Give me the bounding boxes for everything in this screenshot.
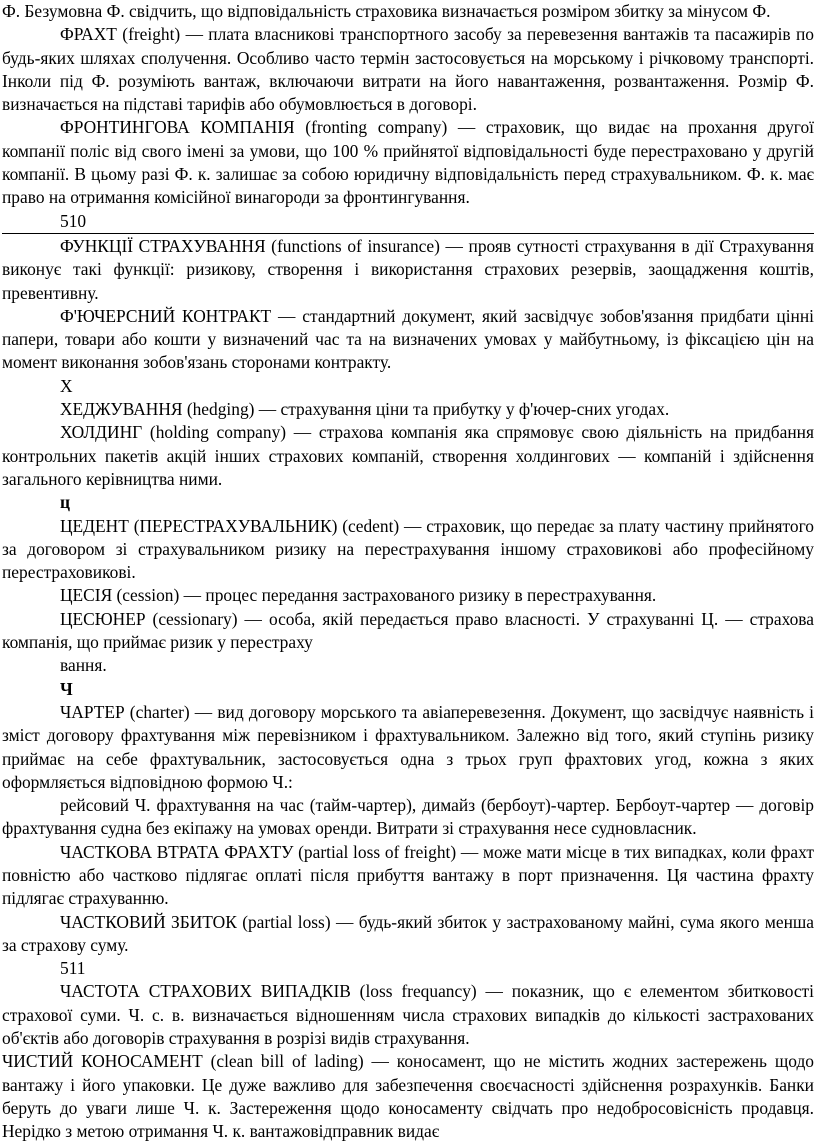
page-number-511: 511 <box>60 958 86 979</box>
entry-partial-loss: ЧАСТКОВИЙ ЗБИТОК (partial loss) — будь-який збиток у застрахованому майні, сума якого менша за страхову суму. <box>2 911 814 955</box>
entry-loss-frequency: ЧАСТОТА СТРАХОВИХ ВИПАДКІВ (loss frequancy) — показник, що є елементом збитковості страхової суми. Ч. с. в. визначається відношенням числа страхових випадків до кількості застрахованих об'єктів або договорів страхування в розрізі видів страхування. <box>2 981 814 1049</box>
page-number-510: 510 <box>60 210 87 231</box>
entry-cession: ЦЕСІЯ (cession) — процес передання застрахованого ризику в перестрахування. <box>60 585 657 606</box>
entry-futures-contract: Ф'ЮЧЕРСНИЙ КОНТРАКТ — стандартний документ, який засвідчує зобов'язання придбати цінні папери, товари або кошти у визначений час та на визначених умовах у майбутньому, із фіксацією цін на момент виконання зобов'язань сторонами контракту. <box>2 305 814 373</box>
entry-cessionary: ЦЕСЮНЕР (cessionary) — особа, якій передається право власності. У страхуванні Ц. — страхова компанія, що приймає ризик у перестраху <box>2 608 814 653</box>
entry-partial-loss-of-freight: ЧАСТКОВА ВТРАТА ФРАХТУ (partial loss of freight) — може мати місце в тих випадках, коли фрахт повністю або частково підлягає оплаті після прибуття вантажу в порт призначення. Ця частина фрахту підлягає страхуванню. <box>2 841 814 909</box>
section-letter-kh: Х <box>60 375 73 396</box>
entry-cedent: ЦЕДЕНТ (ПЕРЕСТРАХУВАЛЬНИК) (cedent) — страховик, що передає за плату частину прийнятого за договором зі страхувальником ризику на перестрахування іншому страховикові або професійному перестраховикові. <box>2 515 814 583</box>
entry-clean-bill-of-lading: ЧИСТИЙ КОНОСАМЕНТ (clean bill of lading) — коносамент, що не містить жодних застережень щодо вантажу і його упаковки. Це дуже важливо для забезпечення своєчасності здійснення розрахунків. Банки беруть до уваги лише Ч. к. Застереження щодо коносаменту свідчать про недобросовісність продавця. Нерідко з метою отримання Ч. к. вантажовідправник видає <box>2 1051 814 1142</box>
entry-charter-types: рейсовий Ч. фрахтування на час (тайм-чартер), димайз (бербоут)-чартер. Бербоут-чартер — договір фрахтування судна без екіпажу на умовах оренди. Витрати зі страхування несе судновласник. <box>2 795 814 839</box>
entry-fronting-company: ФРОНТИНГОВА КОМПАНІЯ (fronting company) — страховик, що видає на прохання другої компанії поліс від свого імені за умови, що 100 % прийнятої відповідальності буде перестраховано у другій компанії. В цьому разі Ф. к. залишає за собою юридичну відповідальність перед страхувальником. Ф. к. має право на отримання комісійної винагороди за фронтингування. <box>2 117 814 208</box>
entry-freight: ФРАХТ (freight) — плата власникові транспортного засобу за перевезення вантажів та пасажирів по будь-яких шляхах сполучення. Особливо часто термін застосовується на морському і річковому транспорті. Інколи під Ф. розуміють вантаж, включаючи витрати на його навантаження, розвантаження. Розмір Ф. визначається на підставі тарифів або обумовлюється в договорі. <box>2 24 814 115</box>
entry-functions-of-insurance: ФУНКЦІЇ СТРАХУВАННЯ (functions of insurance) — прояв сутності страхування в дії Страхування виконує такі функції: ризикову, створення і використання страхових резервів, заощадження коштів, превентивну. <box>2 235 814 303</box>
entry-hedging: ХЕДЖУВАННЯ (hedging) — страхування ціни та прибутку у ф'ючер-сних угодах. <box>60 399 670 420</box>
entry-cessionary-continuation: вання. <box>60 655 107 676</box>
paragraph-continuation: Ф. Безумовна Ф. свідчить, що відповідальність страховика визначається розміром збитку за мінусом Ф. <box>2 1 771 21</box>
section-letter-ts: ц <box>60 492 71 513</box>
page-divider <box>2 233 814 234</box>
section-letter-ch: Ч <box>60 678 73 699</box>
entry-charter: ЧАРТЕР (charter) — вид договору морського та авіаперевезення. Документ, що засвідчує наявність і зміст договору фрахтування між перевізником і фрахтувальником. Залежно від того, який ступінь ризику приймає на себе фрахтувальник, застосовується одна з трьох груп фрахтових угод, кожна з яких оформляється відповідною формою Ч.: <box>2 701 814 792</box>
entry-holding-company: ХОЛДИНГ (holding company) — страхова компанія яка спрямовує свою діяльність на придбання контрольних пакетів акцій інших страхових компаній, створення холдингових — компаній і здійснення загального керівництва ними. <box>2 422 814 489</box>
